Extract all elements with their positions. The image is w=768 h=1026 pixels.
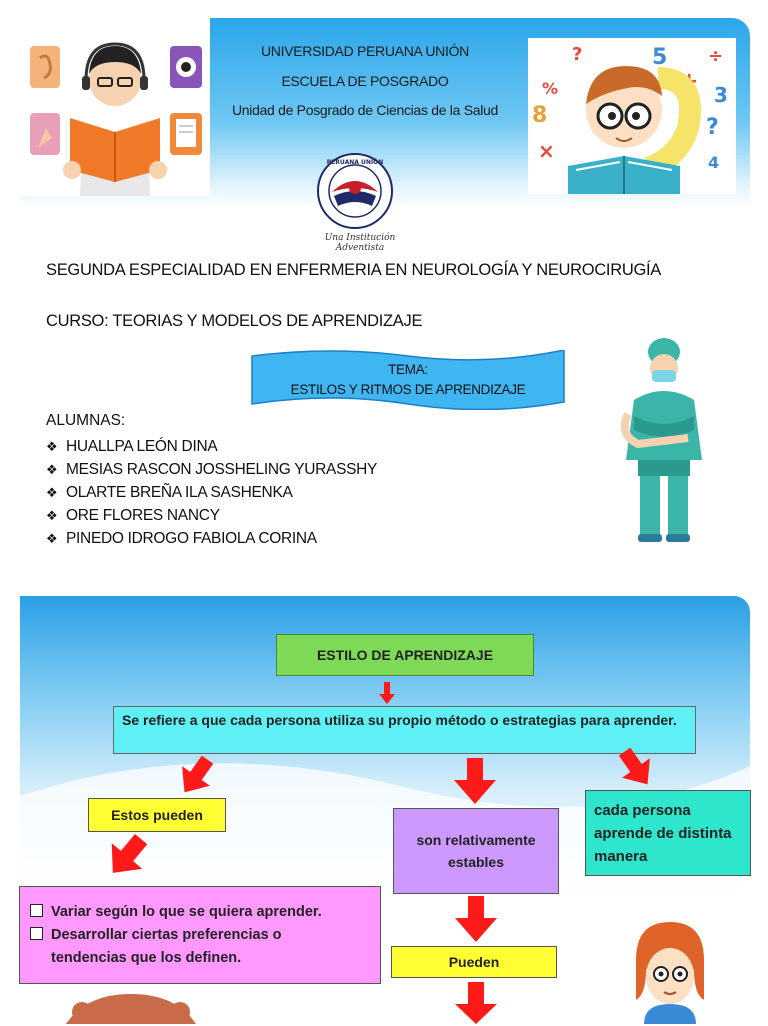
svg-text:3: 3: [714, 83, 728, 107]
learning-style-box: ESTILO DE APRENDIZAJE: [276, 634, 534, 676]
checkbox-icon: [30, 904, 43, 917]
svg-text:×: ×: [538, 139, 555, 163]
list-item: ❖ OLARTE BREÑA ILA SASHENKA: [46, 481, 377, 504]
university-name: UNIVERSIDAD PERUANA UNIÓN: [261, 43, 469, 59]
list-item: ❖ PINEDO IDROGO FABIOLA CORINA: [46, 527, 377, 550]
header-text: [215, 40, 515, 120]
definition-box: Se refiere a que cada persona utiliza su propio método o estrategias para aprender.: [113, 706, 696, 754]
list-item: Desarrollar ciertas preferencias o: [30, 924, 372, 947]
svg-text:PERUANA UNIÓN: PERUANA UNIÓN: [326, 159, 384, 166]
svg-text:+: +: [680, 69, 699, 94]
students-title: ALUMNAS:: [46, 412, 126, 429]
diamond-bullet-icon: ❖: [46, 508, 58, 523]
list-item: ❖ ORE FLORES NANCY: [46, 504, 377, 527]
reader-illustration-icon: [20, 18, 210, 196]
svg-text:4: 4: [708, 153, 720, 172]
svg-text:?: ?: [572, 44, 583, 65]
down-arrow-icon: [455, 982, 497, 1024]
down-arrow-icon: [454, 758, 496, 804]
diamond-bullet-icon: ❖: [46, 485, 58, 500]
diamond-bullet-icon: ❖: [46, 531, 58, 546]
relatively-stable-box: son relativamente estables: [393, 808, 559, 894]
students-list: [46, 435, 377, 550]
specialty-title: SEGUNDA ESPECIALIDAD EN ENFERMERIA EN NEUROLOGÍA Y NEUROCIRUGÍA: [46, 261, 661, 279]
diamond-bullet-icon: ❖: [46, 462, 58, 477]
school-name: ESCUELA DE POSGRADO: [281, 73, 449, 89]
topic-label: TEMA:: [388, 362, 428, 377]
checkbox-icon: [30, 927, 43, 940]
course-title: CURSO: TEORIAS Y MODELOS DE APRENDIZAJE: [46, 312, 423, 330]
unit-name: Unidad de Posgrado de Ciencias de la Salud: [231, 102, 499, 118]
svg-text:8: 8: [532, 103, 548, 128]
list-item: ❖ MESIAS RASCON JOSSHELING YURASSHY: [46, 458, 377, 481]
list-item: tendencias que los definen.: [51, 950, 242, 966]
university-seal-icon: [316, 152, 394, 230]
svg-text:%: %: [542, 79, 559, 98]
thinking-child-illustration-icon: [528, 38, 736, 194]
each-person-box: cada persona aprende de distinta manera: [585, 790, 751, 876]
list-item: Variar según lo que se quiera aprender.: [30, 901, 372, 924]
diamond-bullet-icon: ❖: [46, 439, 58, 454]
variations-list-box: [19, 886, 381, 984]
svg-text:5: 5: [652, 45, 668, 70]
down-arrow-icon: [455, 896, 497, 942]
topic-title: ESTILOS Y RITMOS DE APRENDIZAJE: [290, 382, 526, 397]
nurse-illustration-icon: [598, 330, 728, 550]
institution-motto: Una Institución Adventista: [324, 233, 396, 253]
cartoon-girl-illustration-icon: [56, 992, 206, 1024]
svg-text:÷: ÷: [708, 46, 724, 67]
svg-text:?: ?: [706, 115, 719, 140]
down-arrow-icon: [104, 834, 150, 878]
down-arrow-icon: [379, 682, 395, 704]
estos-pueden-box: Estos pueden: [88, 798, 226, 832]
down-arrow-icon: [616, 748, 656, 788]
cartoon-teacher-illustration-icon: [630, 920, 710, 1024]
list-item: ❖ HUALLPA LEÓN DINA: [46, 435, 377, 458]
down-arrow-icon: [176, 756, 216, 796]
topic-text: [250, 360, 566, 400]
pueden-box: Pueden: [391, 946, 557, 978]
